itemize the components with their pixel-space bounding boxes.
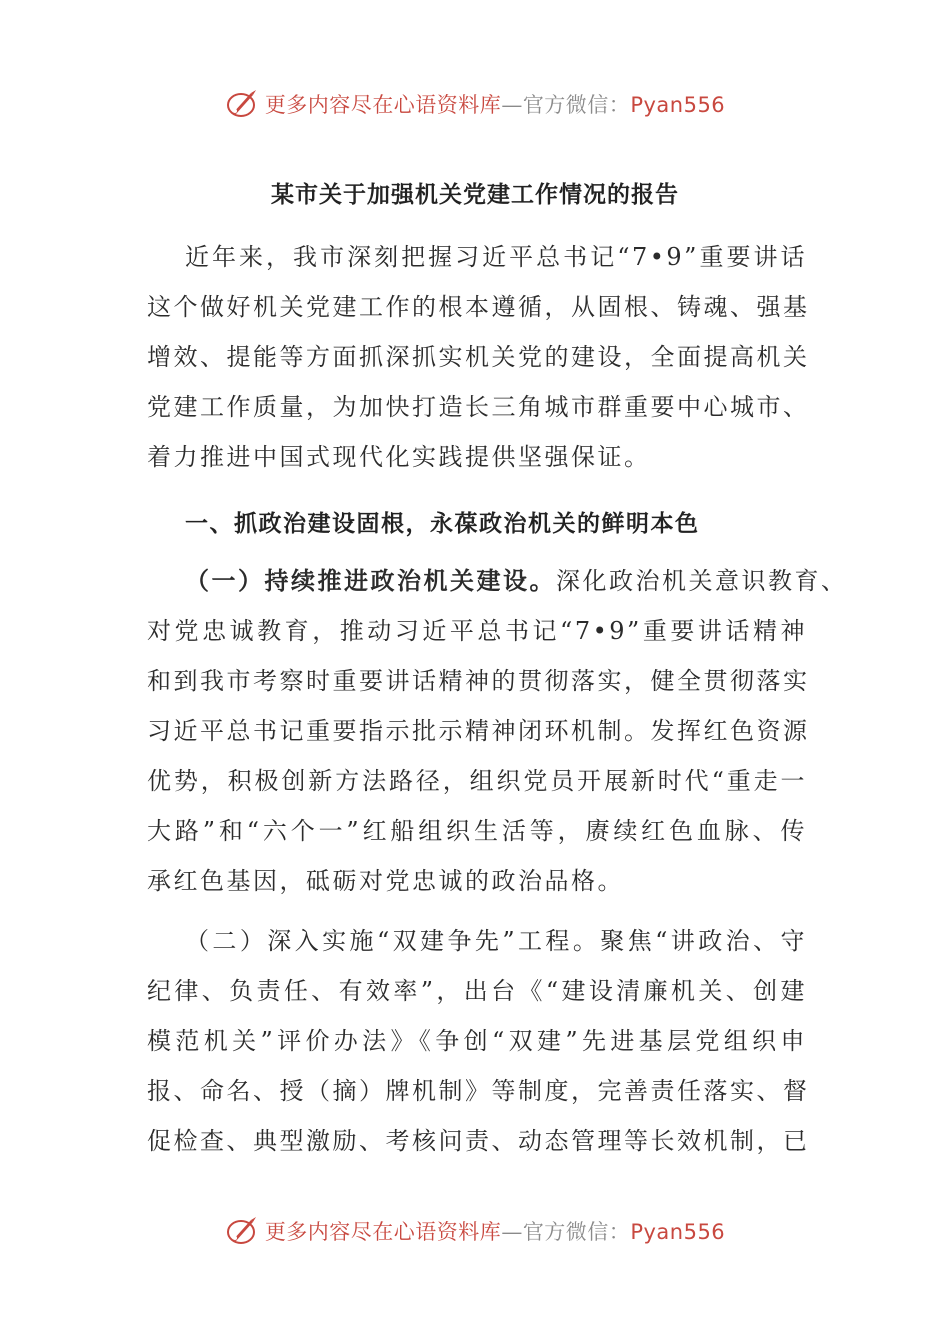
- paragraph-line: 习近平总书记重要指示批示精神闭环机制。发挥红色资源: [147, 717, 810, 745]
- paragraph-line: （二）深入实施“双建争先”工程。聚焦“讲政治、守: [185, 927, 807, 955]
- paragraph-line: 报、命名、授（摘）牌机制》等制度，完善责任落实、督: [147, 1077, 810, 1105]
- paragraph-line: 大路”和“六个一”红船组织生活等，赓续红色血脉、传: [147, 817, 807, 845]
- banner-text-wechat: 官方微信：: [522, 1220, 631, 1244]
- banner-text-main: 更多内容尽在心语资料库: [264, 1220, 502, 1244]
- paragraph-line: 这个做好机关党建工作的根本遵循，从固根、铸魂、强基: [147, 293, 810, 321]
- banner-wechat-id: Pyan556: [630, 93, 726, 117]
- banner-text-main: 更多内容尽在心语资料库: [264, 93, 502, 117]
- paragraph-line: 优势，积极创新方法路径，组织党员开展新时代“重走一: [147, 767, 807, 795]
- paragraph-line: 对党忠诚教育，推动习近平总书记“7•9”重要讲话精神: [147, 617, 807, 645]
- paragraph-line: 模范机关”评价办法》《争创“双建”先进基层党组织申: [147, 1027, 807, 1055]
- paragraph-line: 促检查、典型激励、考核问责、动态管理等长效机制，已: [147, 1127, 810, 1155]
- paragraph-line: [185, 565, 848, 597]
- paragraph-line: 近年来，我市深刻把握习近平总书记“7•9”重要讲话: [185, 243, 807, 271]
- paragraph-line: 着力推进中国式现代化实践提供坚强保证。: [147, 443, 651, 471]
- quill-logo-icon: [225, 87, 259, 121]
- banner-dash: —: [501, 1220, 523, 1244]
- paragraph-line: 承红色基因，砥砺对党忠诚的政治品格。: [147, 867, 624, 895]
- banner-text-wechat: 官方微信：: [522, 93, 631, 117]
- section-heading: 一、抓政治建设固根，永葆政治机关的鲜明本色: [185, 510, 700, 537]
- paragraph-line: 和到我市考察时重要讲话精神的贯彻落实，健全贯彻落实: [147, 667, 810, 695]
- footer-banner: [0, 1211, 950, 1251]
- banner-wechat-id: Pyan556: [630, 1220, 726, 1244]
- document-title: 某市关于加强机关党建工作情况的报告: [271, 181, 679, 208]
- paragraph-line-text: 深化政治机关意识教育、: [556, 567, 848, 595]
- paragraph-line: 增效、提能等方面抓深抓实机关党的建设，全面提高机关: [147, 343, 810, 371]
- header-banner: [0, 84, 950, 124]
- paragraph-lead: （一）持续推进政治机关建设。: [185, 566, 556, 595]
- paragraph-line: 党建工作质量，为加快打造长三角城市群重要中心城市、: [147, 393, 810, 421]
- quill-logo-icon: [225, 1214, 259, 1248]
- banner-dash: —: [501, 93, 523, 117]
- paragraph-line: 纪律、负责任、有效率”，出台《“建设清廉机关、创建: [147, 977, 807, 1005]
